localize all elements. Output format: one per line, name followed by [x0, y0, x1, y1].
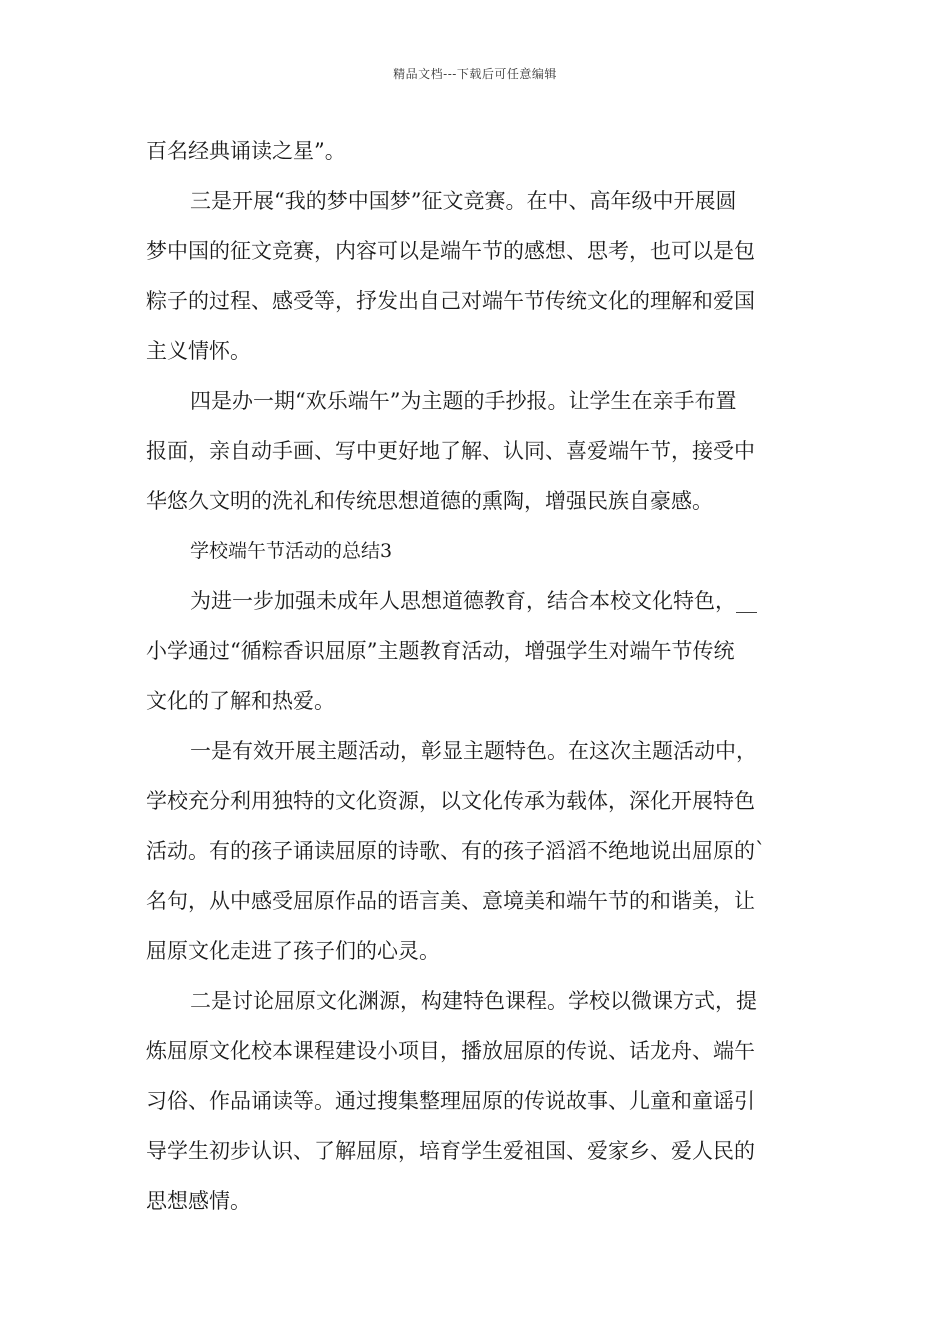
text-line: 四是办一期“欢乐端午”为主题的手抄报。让学生在亲手布置: [190, 389, 737, 413]
text-line: 粽子的过程、感受等，抒发出自己对端午节传统文化的理解和爱国: [146, 289, 755, 313]
text-line: 华悠久文明的洗礼和传统思想道德的熏陶，增强民族自豪感。: [146, 489, 713, 513]
document-body: [146, 126, 810, 1226]
text-line: 三是开展“我的梦中国梦”征文竞赛。在中、高年级中开展圆: [190, 189, 737, 213]
paragraph-intro: [146, 576, 810, 726]
paragraph-handwritten-newspaper: [146, 376, 810, 526]
paragraph-theme-activities: [146, 726, 810, 976]
text-line: 报面，亲自动手画、写中更好地了解、认同、喜爱端午节，接受中: [146, 439, 755, 463]
text-line: 主义情怀。: [146, 339, 251, 363]
paragraph-essay-contest: [146, 176, 810, 376]
text-line: 小学通过“循粽香识屈原”主题教育活动，增强学生对端午节传统: [146, 639, 735, 663]
text-line: 屈原文化走进了孩子们的心灵。: [146, 939, 440, 963]
text-line: 梦中国的征文竞赛，内容可以是端午节的感想、思考，也可以是包: [146, 239, 755, 263]
section-heading: [146, 526, 810, 576]
section-title: 学校端午节活动的总结3: [190, 540, 393, 562]
text-line: 百名经典诵读之星”。: [146, 139, 346, 163]
text-line: 学校充分利用独特的文化资源，以文化传承为载体，深化开展特色: [146, 789, 755, 813]
text-line: 文化的了解和热爱。: [146, 689, 335, 713]
text-line: 名句，从中感受屈原作品的语言美、意境美和端午节的和谐美，让: [146, 889, 755, 913]
text-line: 为进一步加强未成年人思想道德教育，结合本校文化特色，__: [190, 589, 757, 613]
page-header: 精品文档---下载后可任意编辑: [393, 67, 557, 81]
text-line: 习俗、作品诵读等。通过搜集整理屈原的传说故事、儿童和童谣引: [146, 1089, 755, 1113]
text-line: 二是讨论屈原文化渊源，构建特色课程。学校以微课方式，提: [190, 989, 757, 1013]
text-line: 一是有效开展主题活动，彰显主题特色。在这次主题活动中，: [190, 739, 757, 763]
paragraph-courses: [146, 976, 810, 1226]
paragraph-continuation: [146, 126, 810, 176]
text-line: 炼屈原文化校本课程建设小项目，播放屈原的传说、话龙舟、端午: [146, 1039, 755, 1063]
text-line: 导学生初步认识、了解屈原，培育学生爱祖国、爱家乡、爱人民的: [146, 1139, 755, 1163]
text-line: 思想感情。: [146, 1189, 251, 1213]
text-line: 活动。有的孩子诵读屈原的诗歌、有的孩子滔滔不绝地说出屈原的`: [146, 839, 766, 863]
